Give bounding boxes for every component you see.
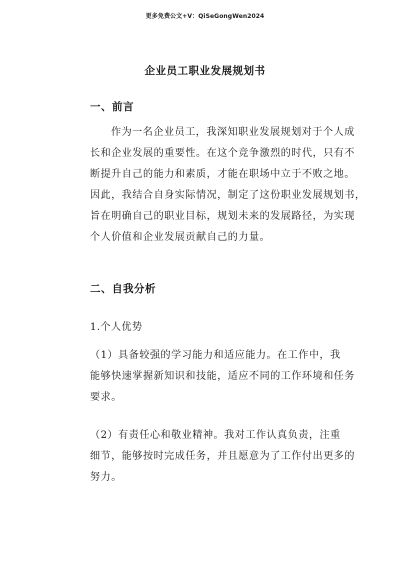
strength-item-1 (90, 345, 355, 408)
paragraph-line: 因此，我结合自身实际情况，制定了这份职业发展规划书， (90, 190, 366, 201)
paragraph-line: 长和企业发展的重要性。在这个竞争激烈的时代，只有不 (90, 148, 355, 159)
paragraph-line: 努力。 (90, 472, 122, 483)
watermark-text: 更多免费公文+V：QiSeGongWen2024 (145, 13, 265, 20)
paragraph-line: 作为一名企业员工，我深知职业发展规划对于个人成 (111, 127, 355, 138)
section-heading-preface: 一、前言 (90, 101, 134, 113)
paragraph-line: 断提升自己的能力和素质，才能在职场中立于不败之地。 (90, 169, 355, 180)
paragraph-line: （1）具备较强的学习能力和适应能力。在工作中，我 (90, 350, 341, 361)
document-title: 企业员工职业发展规划书 (144, 65, 266, 77)
paragraph-line: 旨在明确自己的职业目标，规划未来的发展路径，为实现 (90, 211, 355, 222)
paragraph-line: 要求。 (90, 392, 122, 403)
section-heading-self-analysis: 二、自我分析 (90, 283, 156, 295)
strength-item-2 (90, 425, 355, 488)
preface-paragraph (90, 122, 366, 248)
paragraph-line: （2）有责任心和敬业精神。我对工作认真负责，注重 (90, 430, 341, 441)
subheading-personal-strengths: 1.个人优势 (90, 322, 143, 333)
paragraph-line: 细节，能够按时完成任务，并且愿意为了工作付出更多的 (90, 451, 355, 462)
paragraph-line: 能够快速掌握新知识和技能，适应不同的工作环境和任务 (90, 371, 355, 382)
paragraph-line: 个人价值和企业发展贡献自己的力量。 (90, 232, 271, 243)
